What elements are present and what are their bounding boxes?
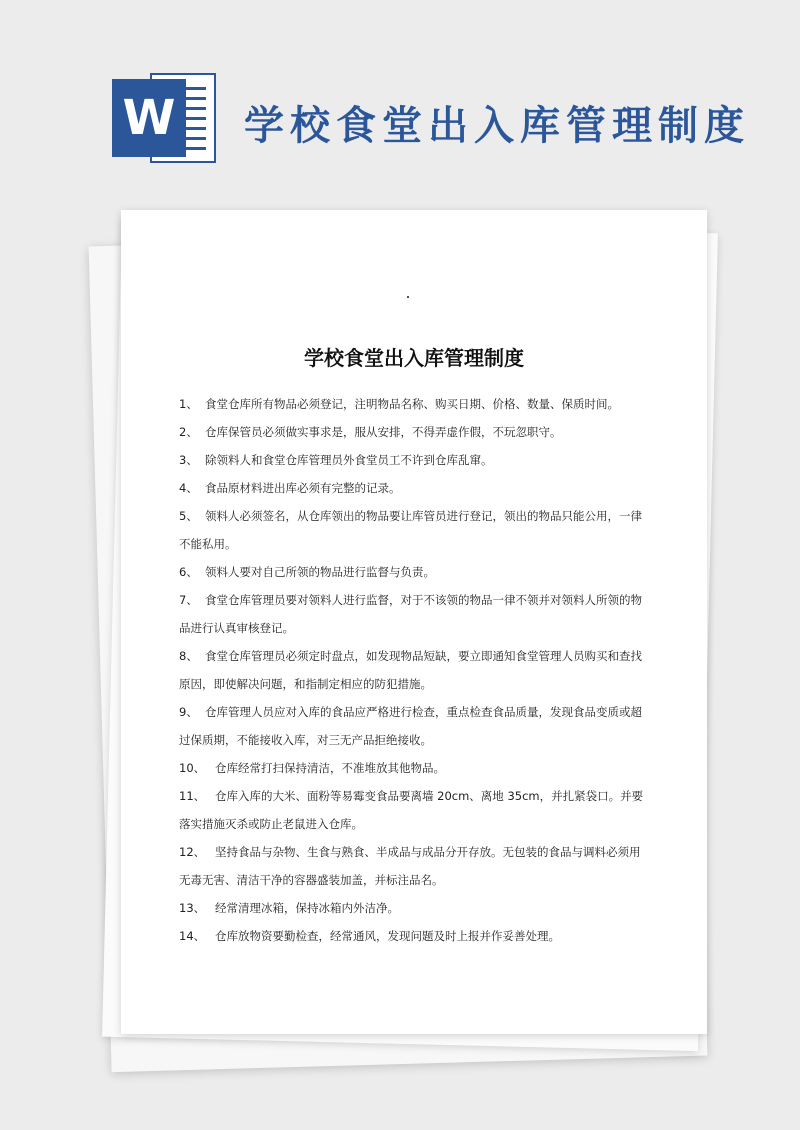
item-number: 3、 <box>179 453 198 467</box>
list-item <box>179 754 649 782</box>
item-number: 12、 <box>179 845 206 859</box>
item-number: 6、 <box>179 565 198 579</box>
list-item <box>179 782 649 838</box>
rules-list <box>179 390 649 950</box>
list-item <box>179 922 649 950</box>
item-text: 仓库放物资要勤检查，经常通风，发现问题及时上报并作妥善处理。 <box>215 929 560 943</box>
item-number: 5、 <box>179 509 198 523</box>
item-text: 仓库管理人员应对入库的食品应严格进行检查，重点检查食品质量，发现食品变质或超过保质期，不能接收入库，对三无产品拒绝接收。 <box>179 705 642 747</box>
document-page <box>121 210 707 1034</box>
item-number: 4、 <box>179 481 198 495</box>
item-number: 2、 <box>179 425 198 439</box>
document-title: 学校食堂出入库管理制度 <box>304 346 524 370</box>
item-text: 食堂仓库所有物品必须登记，注明物品名称、购买日期、价格、数量、保质时间。 <box>205 397 619 411</box>
list-item <box>179 558 649 586</box>
list-item <box>179 446 649 474</box>
item-number: 11、 <box>179 789 206 803</box>
item-text: 坚持食品与杂物、生食与熟食、半成品与成品分开存放。无包装的食品与调料必须用无毒无害、清洁干净的容器盛装加盖，并标注品名。 <box>179 845 641 887</box>
page-dot <box>407 296 409 298</box>
list-item <box>179 894 649 922</box>
item-text: 仓库保管员必须做实事求是，服从安排，不得弄虚作假，不玩忽职守。 <box>205 425 562 439</box>
item-text: 领料人要对自己所领的物品进行监督与负责。 <box>205 565 435 579</box>
item-number: 13、 <box>179 901 206 915</box>
list-item <box>179 642 649 698</box>
list-item <box>179 502 649 558</box>
word-document-icon <box>112 73 216 163</box>
item-number: 14、 <box>179 929 206 943</box>
item-text: 领料人必须签名，从仓库领出的物品要让库管员进行登记，领出的物品只能公用，一律不能私用。 <box>179 509 642 551</box>
item-text: 除领料人和食堂仓库管理员外食堂员工不许到仓库乱窜。 <box>205 453 493 467</box>
item-text: 仓库入库的大米、面粉等易霉变食品要离墙 20cm、离地 35cm，并扎紧袋口。并要落实措施灭杀或防止老鼠进入仓库。 <box>179 789 644 831</box>
item-number: 1、 <box>179 397 198 411</box>
list-item <box>179 698 649 754</box>
banner-title: 学校食堂出入库管理制度 <box>244 103 750 149</box>
item-number: 10、 <box>179 761 206 775</box>
item-text: 食堂仓库管理员必须定时盘点，如发现物品短缺，要立即通知食堂管理人员购买和查找原因，即使解决问题，和指制定相应的防犯措施。 <box>179 649 642 691</box>
item-text: 仓库经常打扫保持清洁，不准堆放其他物品。 <box>215 761 445 775</box>
item-number: 8、 <box>179 649 198 663</box>
list-item <box>179 418 649 446</box>
item-number: 7、 <box>179 593 198 607</box>
header-banner <box>0 0 800 210</box>
item-text: 食品原材料进出库必须有完整的记录。 <box>205 481 401 495</box>
list-item <box>179 390 649 418</box>
list-item <box>179 586 649 642</box>
item-number: 9、 <box>179 705 198 719</box>
list-item <box>179 474 649 502</box>
word-icon-letter: W <box>112 79 186 157</box>
item-text: 经常清理冰箱，保持冰箱内外洁净。 <box>215 901 399 915</box>
item-text: 食堂仓库管理员要对领料人进行监督，对于不该领的物品一律不领并对领料人所领的物品进行认真审核登记。 <box>179 593 642 635</box>
list-item <box>179 838 649 894</box>
